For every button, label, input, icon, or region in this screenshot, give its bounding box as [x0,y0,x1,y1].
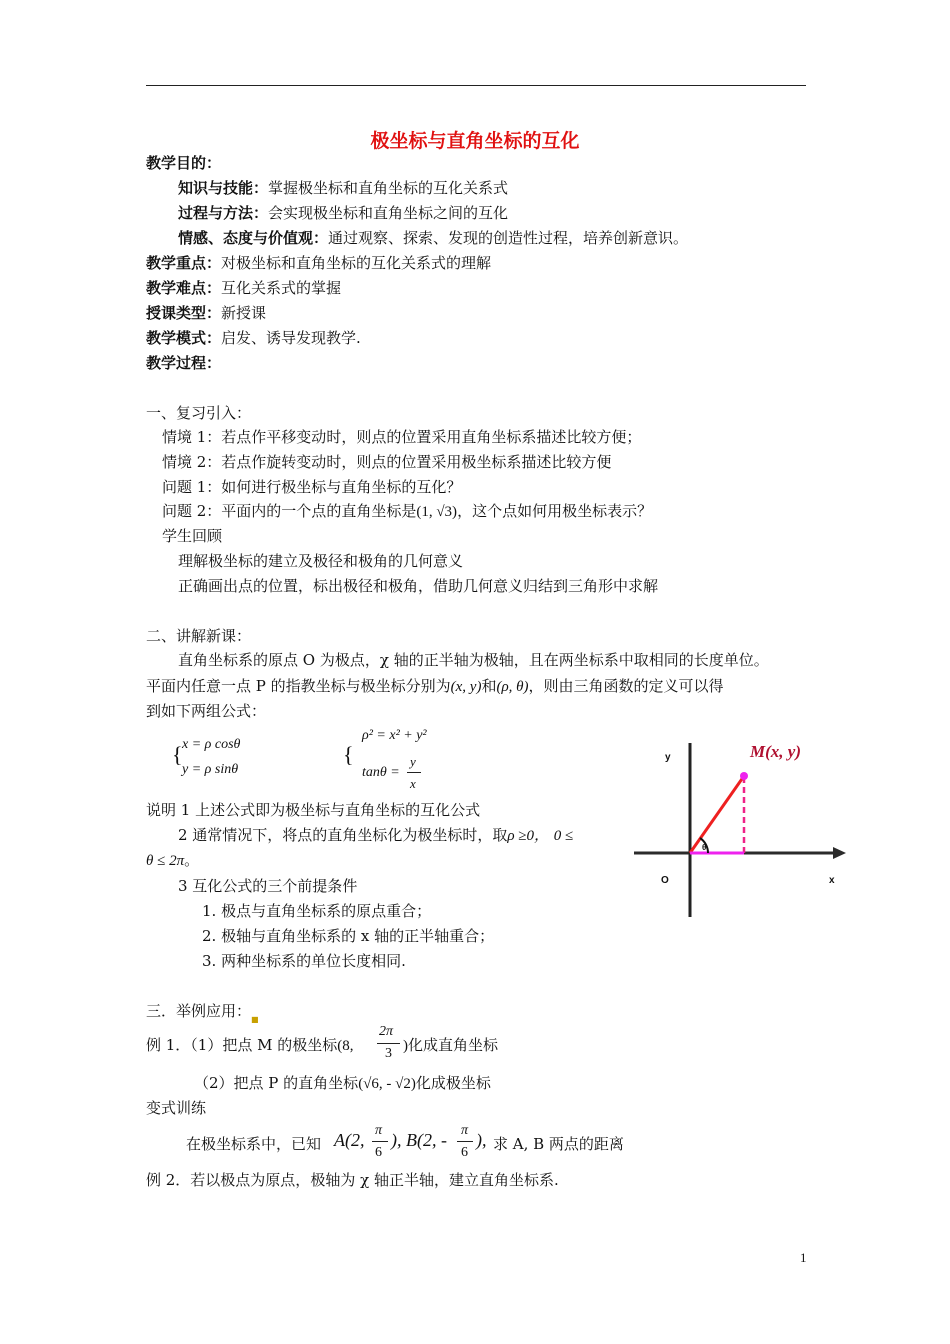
note-2-end: 。 [184,851,200,869]
review-question-2-pre: 问题 2：平面内的一个点的直角坐标是 [162,502,417,520]
key-point-text: 对极坐标和直角坐标的互化关系式的理解 [221,254,492,272]
new-paragraph-2-math-rho: (ρ, θ) [496,679,529,695]
goal-knowledge [178,178,508,198]
coordinate-diagram [630,735,850,925]
review-point-2: 正确画出点的位置，标出极径和极角，借助几何意义归结到三角形中求解 [178,577,659,595]
difficulty-text: 互化关系式的掌握 [221,279,342,297]
formula-x: x = ρ cosθ [182,737,241,752]
note-1: 说明 1 上述公式即为极坐标与直角坐标的互化公式 [146,801,481,819]
radius-line [690,776,744,853]
note-2-continued [146,850,199,871]
origin-label: O [661,875,669,886]
goal-emotion [178,228,688,248]
formula-tan-fraction-bar [407,772,421,773]
example-1-math-close: ) [403,1038,408,1054]
new-paragraph-2-mid: 和 [481,677,497,695]
review-scenario-2: 情境 2：若点作旋转变动时，则点的位置采用极坐标系描述比较方便 [162,453,612,471]
example-1b-pre: （2）把点 P 的直角坐标 [194,1074,359,1092]
variant-close: ), [476,1130,487,1150]
variant-six-1: 6 [375,1145,382,1160]
teaching-mode [146,328,361,348]
lesson-type-label: 授课类型： [146,304,222,322]
goal-process-label: 过程与方法： [178,204,269,222]
key-point-label: 教学重点： [146,254,222,272]
example-1-math-open: (8, [337,1038,354,1054]
note-2 [178,825,573,846]
example-1b-post: 化成极坐标 [415,1074,491,1092]
lesson-type-text: 新授课 [221,304,267,322]
condition-item-2: 2. 极轴与直角坐标系的 x 轴的正半轴重合； [202,927,495,945]
formula-y: y = ρ sinθ [182,762,239,777]
goals-heading: 教学目的： [146,154,222,172]
variant-point-b-open: ), B(2, - [391,1130,447,1150]
example-1 [146,1035,354,1056]
goal-knowledge-text: 掌握极坐标和直角坐标的互化关系式 [268,179,509,197]
review-point-1: 理解极坐标的建立及极径和极角的几何意义 [178,552,464,570]
new-paragraph-2-math-xy: (x, y) [450,679,482,695]
difficulty [146,278,341,298]
x-axis-arrow [833,847,846,859]
lesson-type [146,303,266,323]
top-rule [146,85,806,86]
note-2-theta-lower: 0 ≤ [553,828,574,844]
variant-pi-2: π [461,1123,469,1138]
difficulty-label: 教学难点： [146,279,222,297]
formula-tan-denominator: x [410,776,416,791]
condition-item-1: 1. 极点与直角坐标系的原点重合； [202,902,432,920]
examples-heading [146,1001,259,1024]
formula-rho: ρ² = x² + y² [362,728,427,743]
new-paragraph-2 [146,676,724,697]
review-question-2-math: (1, √3) [416,504,458,520]
new-paragraph-2-pre: 平面内任意一点 P 的指教坐标与极坐标分别为 [146,677,451,695]
new-paragraph-3: 到如下两组公式： [146,702,267,720]
variant-six-2: 6 [461,1145,468,1160]
example-1-denominator: 3 [385,1046,392,1061]
goal-knowledge-label: 知识与技能： [178,179,269,197]
variant-fraction-bar-2 [457,1141,473,1142]
formula-tan-numerator: y [410,754,416,769]
variant-problem-pre: 在极坐标系中，已知 [186,1135,322,1153]
note-2-text: 2 通常情况下，将点的直角坐标化为极坐标时，取 [178,826,508,844]
example-1-post: 化成直角坐标 [408,1036,499,1054]
new-paragraph-1: 直角坐标系的原点 O 为极点，χ 轴的正半轴为极轴，且在两坐标系中取相同的长度单位。 [178,651,769,669]
review-label: 学生回顾 [162,527,223,545]
page-title: 极坐标与直角坐标的互化 [370,130,580,152]
review-question-1: 问题 1：如何进行极坐标与直角坐标的互化？ [162,478,462,496]
marker-dot: ■ [251,1015,259,1024]
variant-fraction-bar-1 [372,1141,388,1142]
goal-emotion-text: 通过观察、探索、发现的创造性过程，培养创新意识。 [328,229,689,247]
point-m-label: M(x, y) [750,742,801,761]
note-2-rho-condition: ρ ≥0， [507,828,550,844]
note-2-theta-upper: θ ≤ 2π [146,853,185,869]
review-scenario-1: 情境 1：若点作平移变动时，则点的位置采用直角坐标系描述比较方便； [162,428,642,446]
formula-tan: tanθ = [362,765,400,780]
review-heading: 一、复习引入： [146,404,252,422]
brace-2: { [343,742,354,767]
example-2: 例 2．若以极点为原点，极轴为 χ 轴正半轴，建立直角坐标系. [146,1171,559,1189]
review-question-2-post: ，这个点如何用极坐标表示？ [457,502,653,520]
goal-process-text: 会实现极坐标和直角坐标之间的互化 [268,204,509,222]
variant-problem-post: 求 A, B 两点的距离 [493,1135,624,1153]
review-question-2 [162,501,652,522]
example-1-numerator: 2π [379,1024,394,1039]
example-1b-math: (√6, - √2) [358,1076,416,1092]
point-m [740,772,748,780]
example-1-part-2 [194,1073,491,1094]
process-heading: 教学过程： [146,354,222,372]
page-number: 1 [800,1250,807,1265]
example-1-fraction-bar [377,1043,400,1044]
brace-1: { [172,742,183,767]
angle-label: θ [702,843,707,852]
variant-point-a-open: A(2, [334,1130,365,1150]
goal-emotion-label: 情感、态度与价值观： [178,229,329,247]
teaching-mode-text: 启发、诱导发现教学. [221,329,361,347]
key-point [146,253,491,273]
condition-item-3: 3. 两种坐标系的单位长度相同. [202,952,406,970]
note-3: 3 互化公式的三个前提条件 [178,877,358,895]
goal-process [178,203,508,223]
new-heading: 二、讲解新课： [146,627,252,645]
x-axis-label: x [829,875,835,886]
examples-heading-text: 三．举例应用： [146,1002,252,1020]
example-1-tail [403,1035,498,1056]
new-paragraph-2-post: ，则由三角函数的定义可以得 [528,677,724,695]
teaching-mode-label: 教学模式： [146,329,222,347]
variant-training: 变式训练 [146,1099,207,1117]
y-axis-label: y [665,752,671,763]
example-1-pre: 例 1．（1）把点 M 的极坐标 [146,1036,338,1054]
variant-pi-1: π [375,1123,383,1138]
